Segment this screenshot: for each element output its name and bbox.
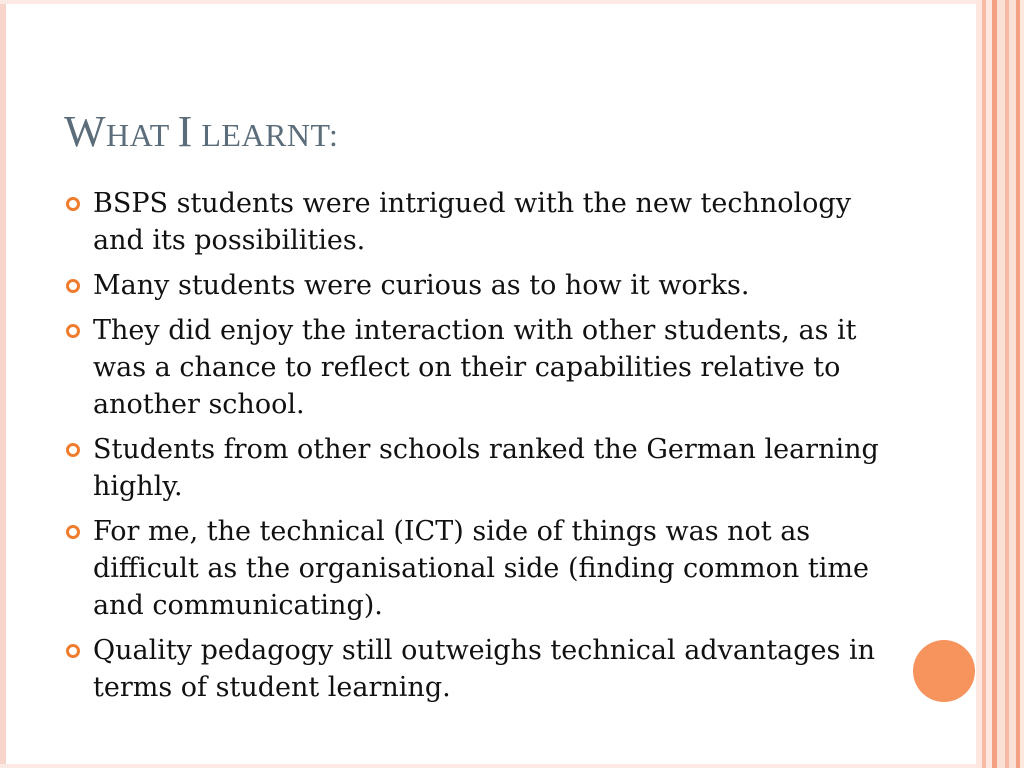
bullet-text: Students from other schools ranked the German learning highly. — [93, 434, 879, 502]
bullet-text: BSPS students were intrigued with the new technology and its possibilities. — [93, 188, 851, 256]
accent-circle — [913, 640, 975, 702]
title-tail: LEARNT: — [192, 117, 339, 153]
bullet-text: Quality pedagogy still outweighs technical advantages in terms of student learning. — [93, 635, 875, 703]
ring-bullet-icon — [66, 443, 80, 457]
slide-frame-left — [0, 0, 6, 768]
slide-frame-top — [0, 0, 1024, 4]
ring-bullet-icon — [66, 324, 80, 338]
title-i: I — [177, 107, 193, 156]
bullet-text: They did enjoy the interaction with other students, as it was a chance to reflect on their capabilities relative to another school. — [93, 315, 857, 420]
stripe — [997, 0, 1005, 768]
list-item — [66, 312, 896, 423]
stripe — [1009, 0, 1016, 768]
ring-bullet-icon — [66, 525, 80, 539]
ring-bullet-icon — [66, 197, 80, 211]
slide-title — [64, 106, 338, 157]
ring-bullet-icon — [66, 279, 80, 293]
stripe — [1020, 0, 1024, 768]
title-smallcaps: HAT — [106, 117, 178, 153]
list-item — [66, 431, 896, 505]
ring-bullet-icon — [66, 644, 80, 658]
decorative-stripes — [976, 0, 1024, 768]
list-item — [66, 185, 896, 259]
bullet-text: For me, the technical (ICT) side of things was not as difficult as the organisational side (finding common time and communicating). — [93, 516, 869, 621]
bullet-list — [66, 185, 896, 714]
slide-frame-bottom — [0, 764, 1024, 768]
bullet-text: Many students were curious as to how it works. — [93, 270, 750, 301]
title-initial: W — [64, 107, 107, 156]
list-item — [66, 267, 896, 304]
list-item — [66, 632, 896, 706]
list-item — [66, 513, 896, 624]
